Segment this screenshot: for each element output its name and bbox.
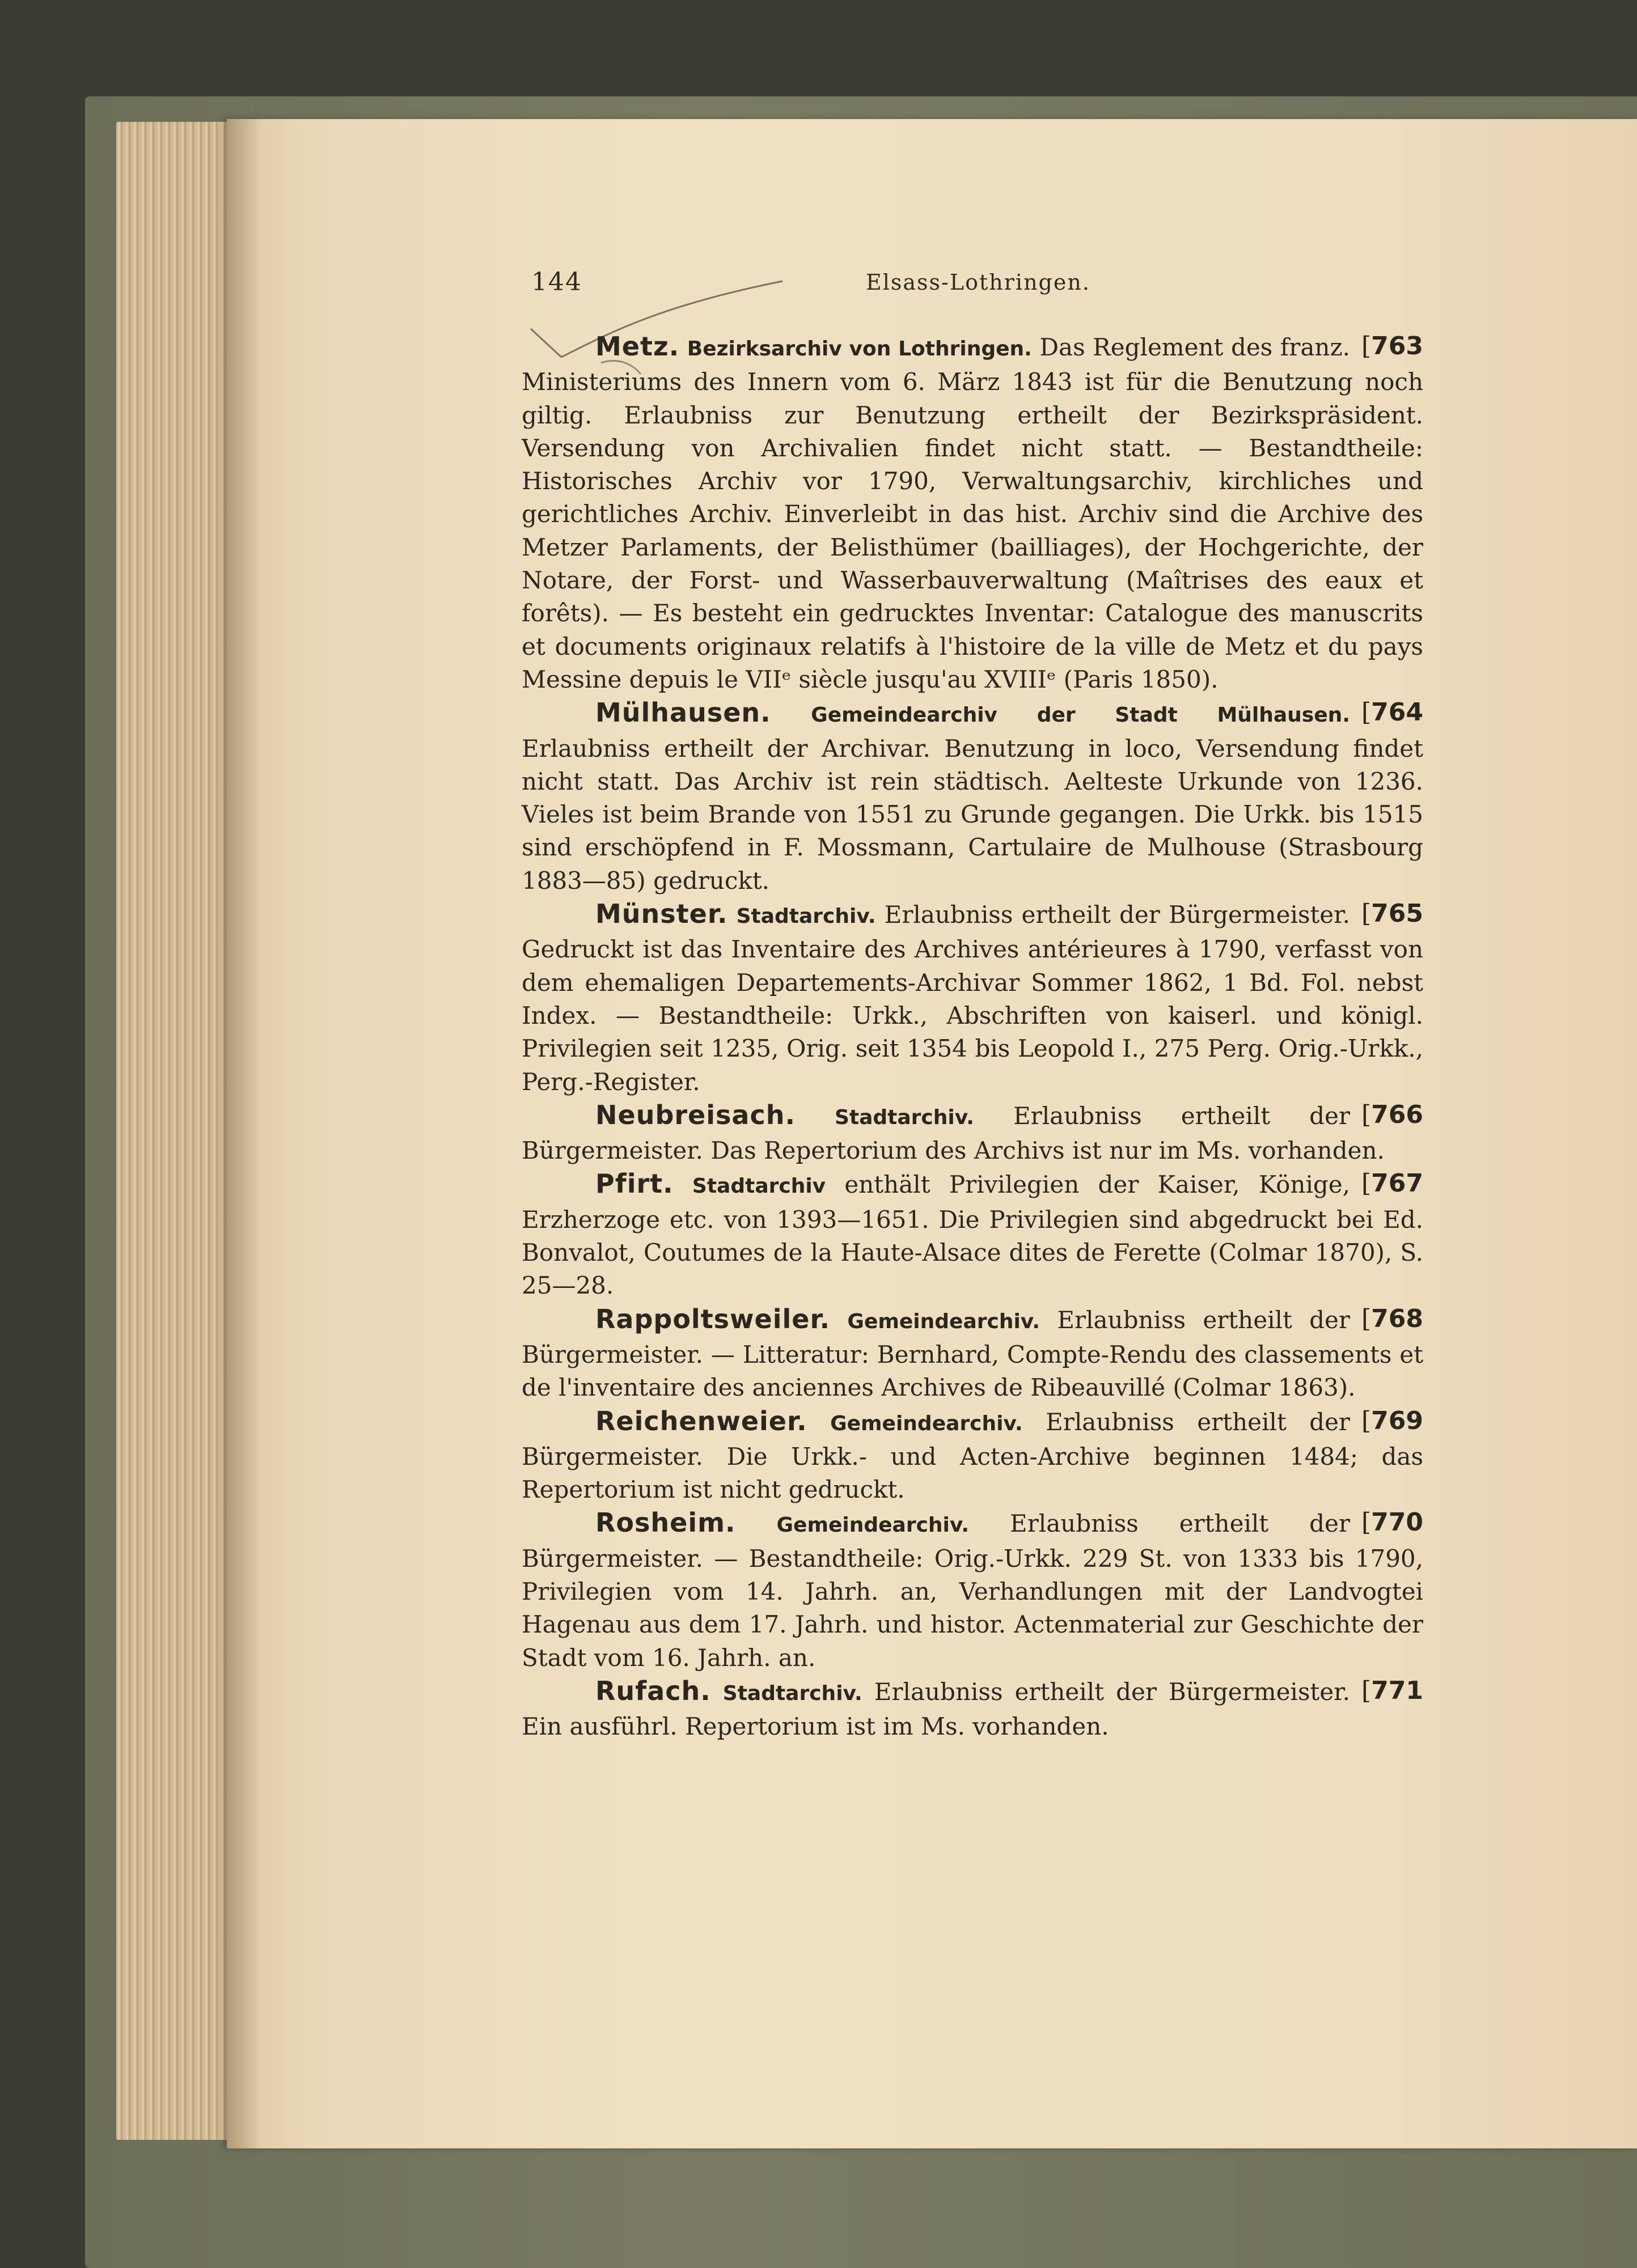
entry-place: Rufach. [595,1675,711,1706]
page-number: 144 [531,268,582,296]
entry-place: Rappoltsweiler. [595,1303,831,1334]
entry-place: Mülhausen. [595,697,771,728]
spine-shadow [227,119,261,2148]
entry-archive: Stadtarchiv. [722,1681,862,1705]
entry-764 [522,696,1423,897]
entry-text: Erlaubniss ertheilt der Bürgermeister. Ein ausführl. Repertorium ist im Ms. vorhanden. [522,1677,1350,1741]
entry-number: [766 [1361,1100,1423,1129]
entry-number: [767 [1361,1169,1423,1198]
entry-769 [522,1405,1423,1507]
entry-765 [522,897,1423,1099]
entry-number: [769 [1361,1406,1423,1435]
entry-number: [771 [1361,1676,1423,1705]
entry-archive: Gemeindearchiv der Stadt Mülhausen. [811,703,1350,727]
entry-archive: Gemeindearchiv. [776,1514,970,1537]
entry-768 [522,1303,1423,1405]
entry-763 [522,330,1423,696]
entry-text: Erlaubniss ertheilt der Bürgermeister. Gedruckt ist das Inventaire des Archives antérieures à 1790, verfasst von dem ehemaligen Departements-Archivar Sommer 1862, 1 Bd. Fol. nebst Index. — Bestandtheile: Urkk., Abschriften von kaiserl. und königl. Privilegien seit 1235, Orig. seit 1354 bis Leopold I., 275 Perg. Orig.-Urkk., Perg.-Register. [522,901,1423,1096]
entry-place: Münster. [595,898,728,930]
entry-place: Neubreisach. [595,1099,796,1130]
entry-place: Reichenweier. [595,1405,807,1436]
entry-766 [522,1099,1423,1168]
entry-770 [522,1506,1423,1674]
entry-text: Das Reglement des franz. Ministeriums des Innern vom 6. März 1843 ist für die Benutzung noch giltig. Erlaubniss zur Benutzung ertheilt der Bezirkspräsident. Versendung von Archivalien findet nicht statt. — Bestandtheile: Historisches Archiv vor 1790, Verwaltungsarchiv, kirchliches und gerichtliches Archiv. Einverleibt in das hist. Archiv sind die Archive des Metzer Parlaments, der Belisthümer (bailliages), der Hochgerichte, der Notare, der Forst- und Wasserbauverwaltung (Maîtrises des eaux et forêts). — Es besteht ein gedrucktes Inventar: Catalogue des manuscrits et documents originaux relatifs à l'histoire de la ville de Metz et du pays Messine depuis le VIIᵉ siècle jusqu'au XVIIIᵉ (Paris 1850). [522,333,1423,693]
entry-text: Erlaubniss ertheilt der Archivar. Benutzung in loco, Versendung findet nicht statt. Das Archiv ist rein städtisch. Aelteste Urkunde von 1236. Vieles ist beim Brande von 1551 zu Grunde gegangen. Die Urkk. bis 1515 sind erschöpfend in F. Mossmann, Cartulaire de Mulhouse (Strasbourg 1883—85) gedruckt. [522,734,1423,895]
entry-text: Erlaubniss ertheilt der Bürgermeister. Die Urkk.- und Acten-Archive beginnen 1484; das Repertorium ist nicht gedruckt. [522,1408,1423,1504]
running-title: Elsass-Lothringen. [866,270,1090,295]
entry-text: enthält Privilegien der Kaiser, Könige, Erzherzoge etc. von 1393—1651. Die Privilegien sind abgedruckt bei Ed. Bonvalot, Coutumes de la Haute-Alsace dites de Ferette (Colmar 1870), S. 25—28. [522,1171,1423,1300]
entry-text: Erlaubniss ertheilt der Bürgermeister. Das Repertorium des Archivs ist nur im Ms. vorhanden. [522,1101,1385,1165]
entry-place: Pfirt. [595,1168,674,1199]
entry-771 [522,1674,1423,1744]
text-block [522,330,1423,1743]
entry-place: Metz. [595,331,680,362]
entry-text: Erlaubniss ertheilt der Bürgermeister. — Bestandtheile: Orig.-Urkk. 229 St. von 1333 bis 1790, Privilegien vom 14. Jahrh. an, Verhandlungen mit der Landvogtei Hagenau aus dem 17. Jahrh. und histor. Actenmaterial zur Geschichte der Stadt vom 16. Jahrh. an. [522,1510,1423,1672]
entry-number: [764 [1361,698,1423,727]
entry-archive: Stadtarchiv. [834,1105,974,1129]
running-head [531,268,1427,307]
entry-archive: Gemeindearchiv. [847,1309,1040,1333]
entry-767 [522,1167,1423,1302]
entry-place: Rosheim. [595,1507,736,1538]
entry-archive: Stadtarchiv. [736,905,876,929]
entry-text: Erlaubniss ertheilt der Bürgermeister. — Litteratur: Bernhard, Compte-Rendu des classements et de l'inventaire des anciennes Archives de Ribeauvillé (Colmar 1863). [522,1305,1423,1402]
entry-archive: Stadtarchiv [692,1175,826,1198]
entry-number: [765 [1361,899,1423,929]
entry-number: [770 [1361,1508,1423,1537]
entry-archive: Bezirksarchiv von Lothringen. [687,337,1032,361]
entry-archive: Gemeindearchiv. [830,1411,1023,1435]
entry-number: [768 [1361,1304,1423,1333]
entry-number: [763 [1361,332,1423,361]
